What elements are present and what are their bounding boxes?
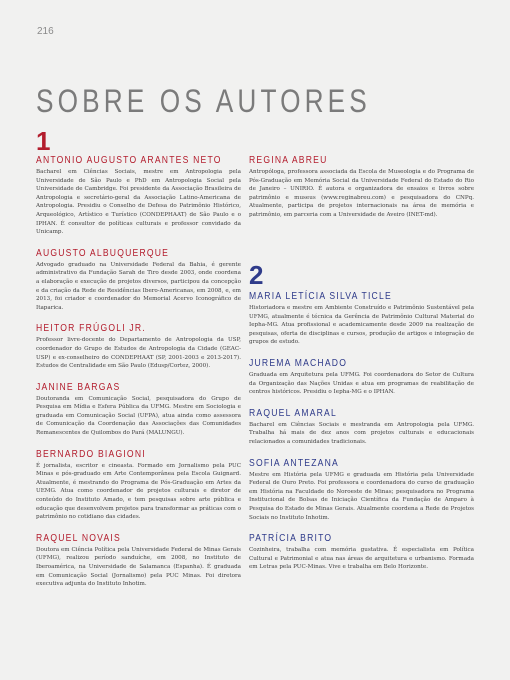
author-entry — [36, 533, 241, 589]
author-name: JANINE BARGAS — [36, 381, 121, 393]
author-bio: Mestre em História pela UFMG e graduada em História pela Universidade Federal de Ouro Preto. Foi professora e coordenadora do curso de graduação em História na Faculdade do Noroeste de Minas; pesquisadora no Programa Institucional de Bolsas de Iniciação Científica da Fundação de Amparo à Pesquisa do Estado de Minas Gerais. Atualmente coordena a Rede de Projetos Sociais no Instituto Inhotim. — [249, 471, 474, 521]
section-number-2: 2 — [249, 260, 264, 290]
author-entry — [249, 358, 474, 397]
author-bio: Antropóloga, professora associada da Escola de Museologia e do Programa de Pós-Graduação em Memória Social da Universidade Federal do Estado do Rio de Janeiro – UNIRIO. É autora e organizadora de ensaios e livros sobre patrimônio e museus (www.reginabreu.com) e pesquisadora do CNPq. Atualmente, participa de projetos internacionais na área de memória e patrimônio, em parceria com a Universidade de Aveiro (INET-md). — [249, 169, 474, 218]
section1-right-column — [249, 155, 474, 231]
section2-right-column — [249, 291, 474, 583]
author-name: RAQUEL NOVAIS — [36, 532, 121, 544]
author-name: MARIA LETÍCIA SILVA TICLE — [249, 291, 392, 302]
author-name: REGINA ABREU — [249, 155, 328, 166]
author-bio: Doutora em Ciência Política pela Universidade Federal de Minas Gerais (UFMG), realizou período sanduíche, em 2008, no Instituto de Iberoamérica, na Universidade de Salamanca (Espanha). É graduada em Comunicação Social (Jornalismo) pela PUC Minas. Foi diretora executiva adjunta do Instituto Inhotim. — [36, 546, 241, 588]
page-title: SOBRE OS AUTORES — [36, 83, 371, 119]
author-name: PATRÍCIA BRITO — [249, 533, 333, 545]
author-entry — [36, 248, 241, 313]
author-entry — [249, 458, 474, 523]
author-entry — [249, 291, 474, 347]
section-number-1: 1 — [36, 126, 51, 156]
author-entry — [36, 323, 241, 370]
author-name: BERNARDO BIAGIONI — [36, 448, 146, 460]
author-name: HEITOR FRÚGOLI JR. — [36, 323, 146, 335]
author-name: ANTONIO AUGUSTO ARANTES NETO — [36, 155, 222, 166]
author-name: JUREMA MACHADO — [249, 357, 348, 369]
author-entry — [36, 155, 241, 237]
author-entry — [249, 155, 474, 220]
author-entry — [249, 408, 474, 447]
author-bio: Advogado graduado na Universidade Federal da Bahia, é gerente administrativo da Fundação Sarah de Tiro desde 2003, onde coordena a elaboração e execução de projetos diversos, participou da concepção e da criação da Rede de Residências Ibero-Americanas, em 2008, e, em 2013, foi criador e coordenador do Memorial Acervo Iconográfico de Itaparica. — [36, 261, 241, 311]
author-bio: Professor livre-docente do Departamento de Antropologia da USP, coordenador do Grupo de Estudos de Antropologia da Cidade (GEAC-USP) e ex-conselheiro do CONDEPHAAT (SP, 2001-2003 e 2013-2017). Estudos de Centralidade em São Paulo (Edusp/Cortez, 2000). — [36, 337, 241, 370]
author-entry — [36, 382, 241, 438]
author-bio: Historiadora e mestre em Ambiente Construído e Patrimônio Sustentável pela UFMG, atualmente é técnica da Gerência de Patrimônio Cultural Material do Iepha-MG. Atua profissional e academicamente desde 2009 na realização de pesquisas, oferta de disciplinas e cursos, produção de artigos e integração de grupos de estudo. — [249, 305, 474, 346]
author-name: AUGUSTO ALBUQUERQUE — [36, 247, 170, 259]
author-bio: É jornalista, escritor e cineasta. Formado em Jornalismo pela PUC Minas e pós-graduado em Arte Contemporânea pela Escola Guignard. Atualmente, é mestrando do Programa de Pós-Graduação em Artes da UEMG. Atua como coordenador de projetos culturais e diretor de conteúdo do Instituto Amado, e tem pesquisas sobre arte pública e educação que desenvolvem projetos para transformar as práticas com o patrimônio no cotidiano das cidades. — [36, 462, 241, 521]
author-bio: Graduada em Arquitetura pela UFMG. Foi coordenadora do Setor de Cultura da Organização das Nações Unidas e atua em programas de reabilitação de centros históricos. Presidiu o Iepha-MG e o IPHAN. — [249, 371, 474, 396]
author-entry — [36, 449, 241, 522]
author-bio: Bacharel em Ciências Sociais e mestranda em Antropologia pela UFMG. Trabalha há mais de dez anos com projetos culturais e educacionais relacionados a comunidades tradicionais. — [249, 421, 474, 445]
author-bio: Doutoranda em Comunicação Social, pesquisadora do Grupo de Pesquisa em Mídia e Esfera Pública da UFMG. Mestre em Sociologia e graduada em Comunicação Social (UFPA), atua ainda como assessora de Comunicação da Coordenação das Associações das Comunidades Remanescentes de Quilombos do Pará (MALUNGU). — [36, 395, 241, 437]
author-name: SOFIA ANTEZANA — [249, 457, 339, 469]
author-bio: Bacharel em Ciências Sociais, mestre em Antropologia pela Universidade de São Paulo e PhD em Antropologia Social pela Universidade de Cambridge. Foi presidente da Associação Brasileira de Antropologia e secretário-geral da Associação Latino-Americana de Antropologia. Presidiu o Conselho de Defesa do Patrimônio Histórico, Arqueológico, Artístico e Turístico (CONDEPHAAT) de São Paulo e o IPHAN. É consultor de políticas culturais e professor convidado da Unicamp. — [36, 169, 241, 236]
author-entry — [249, 533, 474, 572]
page-number: 216 — [37, 26, 54, 37]
section1-left-column — [36, 155, 241, 600]
author-bio: Cozinheira, trabalha com memória gustativa. É especialista em Política Cultural e Patrimonial e atua nas áreas de arquitetura e urbanismo. Formada em Letras pela PUC-Minas. Vive e trabalha em Belo Horizonte. — [249, 547, 474, 571]
author-name: RAQUEL AMARAL — [249, 407, 337, 419]
